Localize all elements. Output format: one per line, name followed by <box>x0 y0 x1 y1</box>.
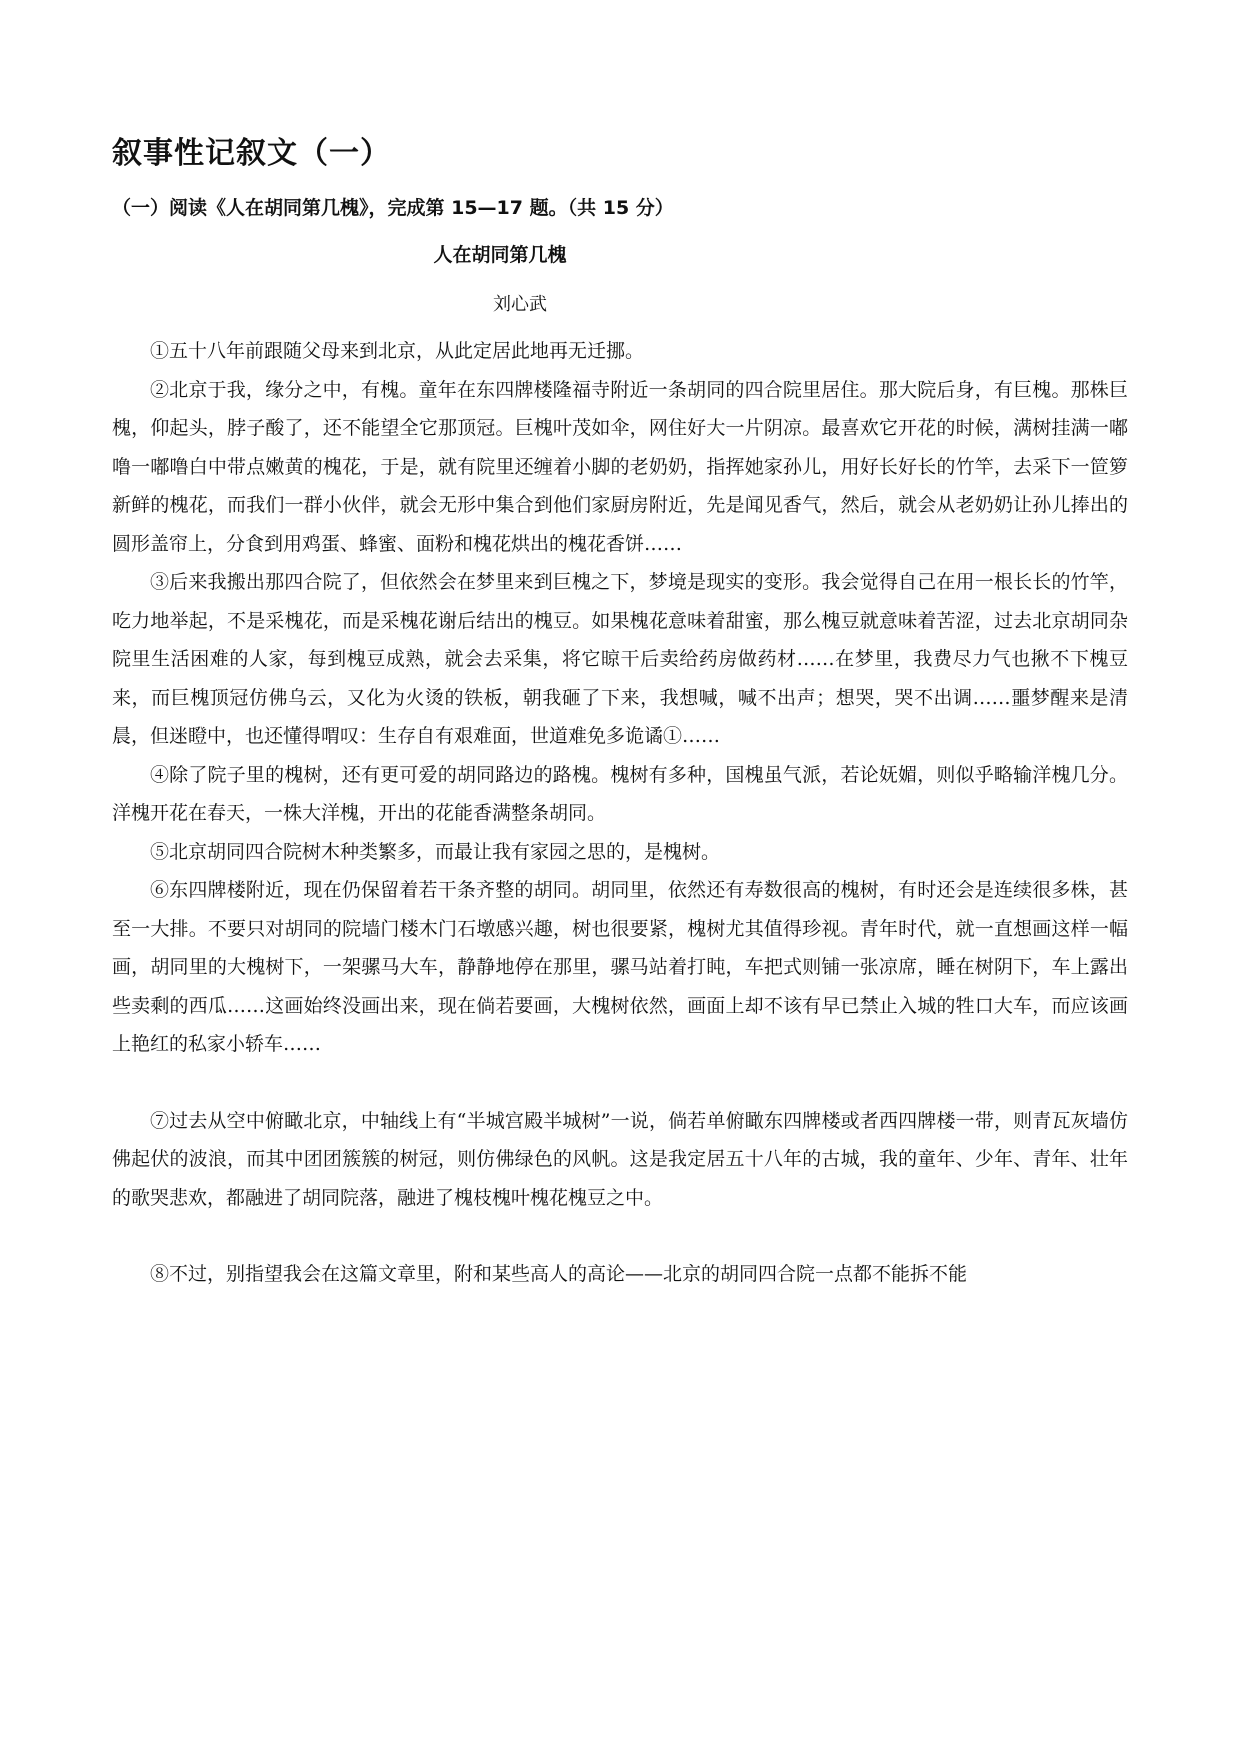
section-heading: 叙事性记叙文（一） <box>112 136 391 171</box>
article-body <box>112 332 1128 1294</box>
article-author: 刘心武 <box>493 294 547 315</box>
paragraph-5: ⑤北京胡同四合院树木种类繁多，而最让我有家园之思的，是槐树。 <box>150 840 721 863</box>
paragraph-6: ⑥东四牌楼附近，现在仍保留着若干条齐整的胡同。胡同里，依然还有寿数很高的槐树，有时还会是连续很多株，甚至一大排。不要只对胡同的院墙门楼木门石墩感兴趣，树也很要紧，槐树尤其值得珍视。青年时代，就一直想画这样一幅画，胡同里的大槐树下，一架骡马大车，静静地停在那里，骡马站着打盹，车把式则铺一张凉席，睡在树阴下，车上露出些卖剩的西瓜……这画始终没画出来，现在倘若要画，大槐树依然，画面上却不该有早已禁止入城的牲口大车，而应该画上艳红的私家小轿车…… <box>112 879 1128 1055</box>
paragraph-1: ①五十八年前跟随父母来到北京，从此定居此地再无迁挪。 <box>150 340 645 362</box>
reading-instruction: （一）阅读《人在胡同第几槐》，完成第 15—17 题。（共 15 分） <box>112 197 674 219</box>
paragraph-3: ③后来我搬出那四合院了，但依然会在梦里来到巨槐之下，梦境是现实的变形。我会觉得自己在用一根长长的竹竿，吃力地举起，不是采槐花，而是采槐花谢后结出的槐豆。如果槐花意味着甜蜜，那么槐豆就意味着苦涩，过去北京胡同杂院里生活困难的人家，每到槐豆成熟，就会去采集，将它晾干后卖给药房做药材……在梦里，我费尽力气也揪不下槐豆来，而巨槐顶冠仿佛乌云，又化为火烫的铁板，朝我砸了下来，我想喊，喊不出声；想哭，哭不出调……噩梦醒来是清晨，但迷瞪中，也还懂得喟叹：生存自有艰难面，世道难免多诡谲①…… <box>112 571 1128 747</box>
paragraph-8: ⑧不过，别指望我会在这篇文章里，附和某些高人的高论——北京的胡同四合院一点都不能拆不能 <box>150 1263 968 1285</box>
paragraph-2: ②北京于我，缘分之中，有槐。童年在东四牌楼隆福寺附近一条胡同的四合院里居住。那大院后身，有巨槐。那株巨槐，仰起头，脖子酸了，还不能望全它那顶冠。巨槐叶茂如伞，网住好大一片阴凉。最喜欢它开花的时候，满树挂满一嘟噜一嘟噜白中带点嫩黄的槐花，于是，就有院里还缠着小脚的老奶奶，指挥她家孙儿，用好长好长的竹竿，去采下一笸箩新鲜的槐花，而我们一群小伙伴，就会无形中集合到他们家厨房附近，先是闻见香气，然后，就会从老奶奶让孙儿捧出的圆形盖帘上，分食到用鸡蛋、蜂蜜、面粉和槐花烘出的槐花香饼…… <box>112 378 1128 555</box>
paragraph-7: ⑦过去从空中俯瞰北京，中轴线上有“半城宫殿半城树”一说，倘若单俯瞰东四牌楼或者西四牌楼一带，则青瓦灰墙仿佛起伏的波浪，而其中团团簇簇的树冠，则仿佛绿色的风帆。这是我定居五十八年的古城，我的童年、少年、青年、壮年的歌哭悲欢，都融进了胡同院落，融进了槐枝槐叶槐花槐豆之中。 <box>112 1109 1128 1209</box>
article-title: 人在胡同第几槐 <box>433 244 567 266</box>
paragraph-4: ④除了院子里的槐树，还有更可爱的胡同路边的路槐。槐树有多种，国槐虽气派，若论妩媚，则似乎略输洋槐几分。洋槐开花在春天，一株大洋槐，开出的花能香满整条胡同。 <box>112 763 1128 824</box>
